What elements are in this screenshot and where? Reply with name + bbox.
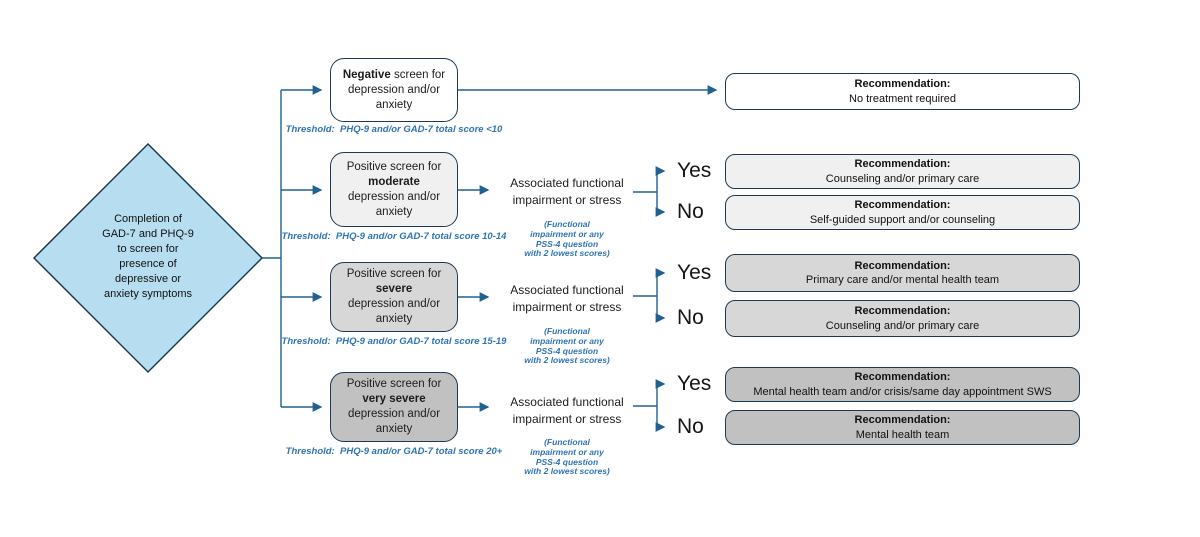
screen-box-line: anxiety	[375, 423, 413, 435]
note-line: with 2 lowest scores)	[524, 355, 610, 366]
threshold-label-very-severe: Threshold: PHQ-9 and/or GAD-7 total score 20+	[285, 446, 503, 457]
screen-box-severe	[330, 262, 458, 332]
recommendation-title: Recommendation:	[854, 199, 951, 211]
recommendation-title: Recommendation:	[854, 371, 951, 383]
note-line: PSS-4 question	[535, 456, 599, 467]
note-line: impairment or any	[530, 335, 604, 346]
recommendation-box-very-severe-yes	[725, 367, 1080, 402]
diamond-line: depressive or	[114, 273, 182, 285]
note-line: impairment or any	[530, 446, 604, 457]
no-label-moderate: No	[677, 200, 704, 223]
note-line: PSS-4 question	[535, 345, 599, 356]
recommendation-title: Recommendation:	[854, 259, 951, 272]
question-note-severe	[497, 327, 637, 366]
threshold-label-moderate: Threshold: PHQ-9 and/or GAD-7 total score 10-14	[281, 231, 507, 242]
screen-box-very-severe	[330, 372, 458, 442]
question-functional-impairment-severe	[497, 282, 637, 315]
yes-label-very-severe: Yes	[677, 372, 712, 395]
diamond-line: presence of	[119, 258, 177, 270]
note-line: (Functional	[544, 326, 590, 336]
question-note-moderate	[497, 220, 637, 259]
note-line: with 2 lowest scores)	[524, 248, 610, 259]
recommendation-box-moderate-yes	[725, 154, 1080, 189]
diamond-line: Completion of	[114, 213, 182, 225]
question-line: Associated functional	[510, 176, 624, 190]
recommendation-body: Counseling and/or primary care	[825, 319, 980, 332]
recommendation-body: Mental health team and/or crisis/same day appointment SWS	[753, 385, 1052, 398]
yes-label-moderate: Yes	[677, 159, 712, 182]
question-functional-impairment-very-severe	[497, 394, 637, 427]
screen-box-line: anxiety	[375, 313, 413, 325]
question-line: impairment or stress	[512, 411, 622, 426]
recommendation-body: No treatment required	[849, 92, 956, 105]
no-label-very-severe: No	[677, 415, 704, 438]
diamond-line: to screen for	[117, 243, 179, 255]
question-line: Associated functional	[510, 395, 624, 409]
screen-box-line: severe	[375, 283, 413, 295]
threshold-label-negative: Threshold: PHQ-9 and/or GAD-7 total score <10	[285, 124, 503, 135]
recommendation-title: Recommendation:	[854, 158, 951, 170]
screen-box-line: very severe	[362, 393, 426, 405]
start-diamond-text	[68, 212, 228, 302]
note-line: with 2 lowest scores)	[524, 466, 610, 477]
question-line: impairment or stress	[512, 299, 622, 314]
screen-box-moderate	[330, 152, 458, 227]
note-line: PSS-4 question	[535, 238, 599, 249]
question-line: impairment or stress	[512, 192, 622, 207]
recommendation-body: Mental health team	[855, 428, 950, 441]
screen-box-line: depression and/or	[347, 408, 441, 420]
question-note-very-severe	[497, 438, 637, 477]
screen-box-line: Positive screen for	[346, 268, 442, 280]
screen-box-negative	[330, 58, 458, 122]
question-functional-impairment-moderate	[497, 175, 637, 208]
screen-box-line: depression and/or	[347, 190, 441, 203]
recommendation-title: Recommendation:	[854, 414, 951, 426]
screen-box-line: Positive screen for	[346, 160, 442, 173]
yes-label-severe: Yes	[677, 261, 712, 284]
question-line: Associated functional	[510, 283, 624, 297]
screen-box-line: Positive screen for	[346, 378, 442, 390]
recommendation-box-negative	[725, 73, 1080, 110]
diamond-line: GAD-7 and PHQ-9	[102, 228, 194, 240]
note-line: (Functional	[544, 437, 590, 447]
note-line: impairment or any	[530, 228, 604, 239]
no-label-severe: No	[677, 306, 704, 329]
diamond-line: anxiety symptoms	[103, 288, 193, 300]
note-line: (Functional	[544, 219, 590, 229]
screen-box-line: anxiety	[375, 98, 413, 111]
screen-box-line: depression and/or	[347, 298, 441, 310]
recommendation-box-severe-yes	[725, 254, 1080, 292]
screen-box-line: depression and/or	[347, 83, 441, 96]
recommendation-title: Recommendation:	[854, 78, 951, 90]
recommendation-body: Self-guided support and/or counseling	[809, 213, 996, 226]
recommendation-box-moderate-no	[725, 195, 1080, 230]
recommendation-box-severe-no	[725, 300, 1080, 337]
screen-box-line: moderate	[368, 175, 420, 188]
branch-arrows	[262, 90, 716, 427]
screen-box-line: anxiety	[375, 205, 413, 218]
screen-box-line: Negative screen for	[342, 68, 446, 81]
recommendation-box-very-severe-no	[725, 410, 1080, 445]
recommendation-title: Recommendation:	[854, 305, 951, 317]
recommendation-body: Counseling and/or primary care	[825, 172, 980, 185]
recommendation-body: Primary care and/or mental health team	[805, 274, 1000, 286]
threshold-label-severe: Threshold: PHQ-9 and/or GAD-7 total score 15-19	[281, 336, 507, 347]
